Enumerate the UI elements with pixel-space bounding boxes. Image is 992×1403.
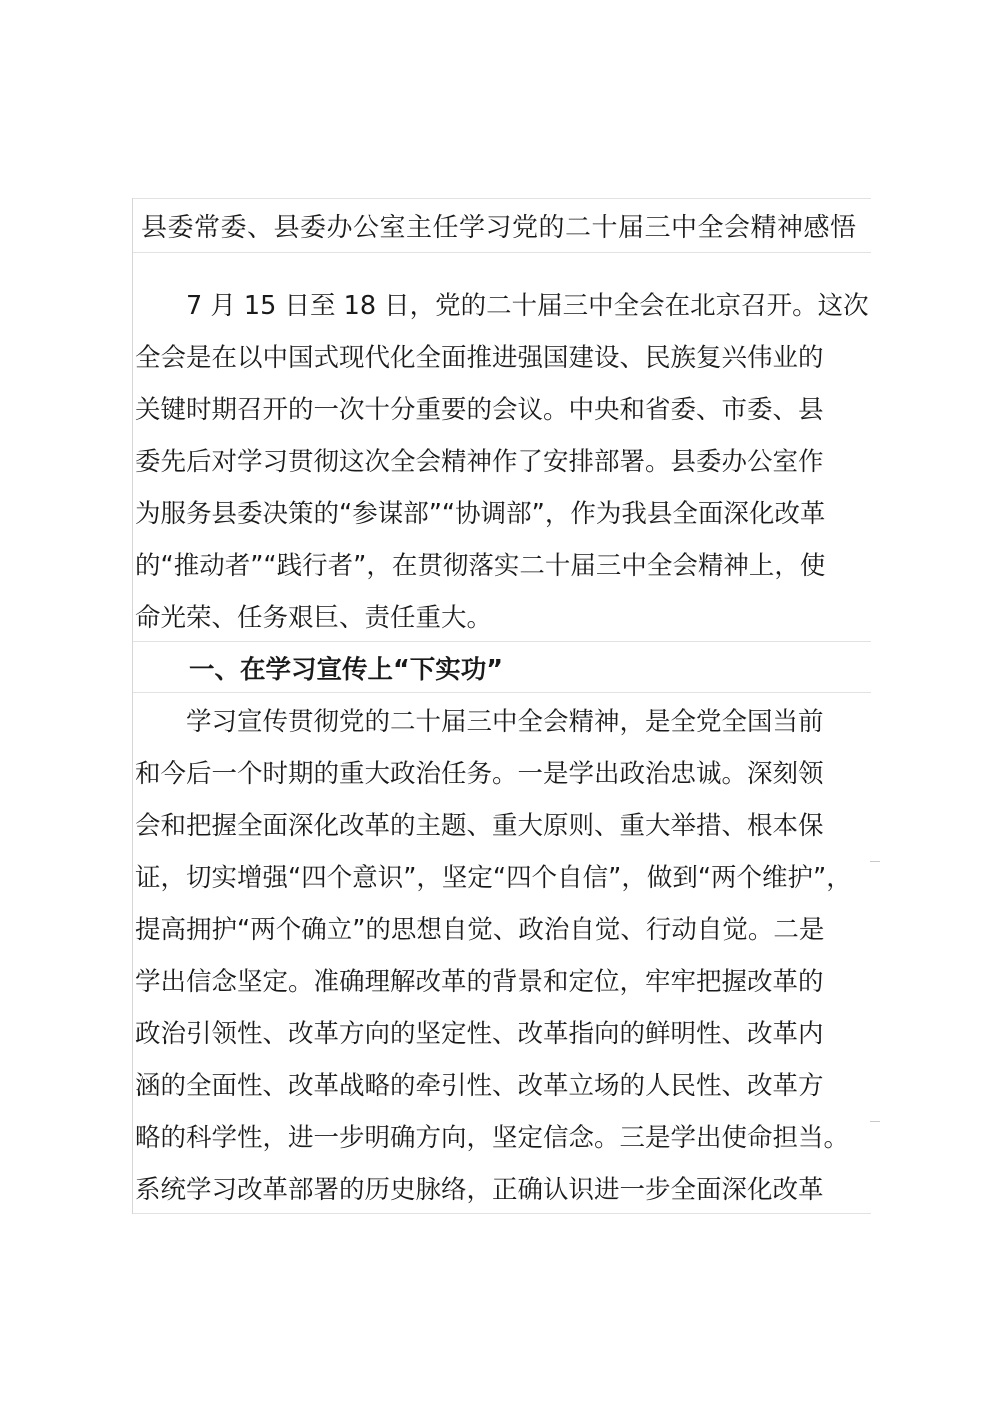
divider xyxy=(133,692,871,693)
intro-paragraph xyxy=(135,280,871,644)
text-line: 委先后对学习贯彻这次全会精神作了安排部署。县委办公室作 xyxy=(135,447,824,477)
text-line: 为服务县委决策的“参谋部”“协调部”，作为我县全面深化改革 xyxy=(135,499,826,529)
text-line: 涵的全面性、改革战略的牵引性、改革立场的人民性、改革方 xyxy=(135,1071,824,1101)
text-line: 命光荣、任务艰巨、责任重大。 xyxy=(135,603,493,633)
text-line: 全会是在以中国式现代化全面推进强国建设、民族复兴伟业的 xyxy=(135,343,824,373)
margin-tick xyxy=(870,1121,880,1122)
divider xyxy=(133,1213,871,1214)
divider xyxy=(133,198,871,199)
section-paragraph xyxy=(135,696,871,1216)
text-line: 的“推动者”“践行者”，在贯彻落实二十届三中全会精神上，使 xyxy=(135,551,826,581)
text-line: 和今后一个时期的重大政治任务。一是学出政治忠诚。深刻领 xyxy=(135,759,824,789)
text-line: 学出信念坚定。准确理解改革的背景和定位，牢牢把握改革的 xyxy=(135,967,824,997)
document-title: 县委常委、县委办公室主任学习党的二十届三中全会精神感悟 xyxy=(141,213,857,243)
text-line: 7 月 15 日至 18 日，党的二十届三中全会在北京召开。这次 xyxy=(135,291,869,321)
divider xyxy=(133,641,871,642)
text-line: 学习宣传贯彻党的二十届三中全会精神，是全党全国当前 xyxy=(135,707,824,737)
divider xyxy=(133,252,871,253)
text-line: 系统学习改革部署的历史脉络，正确认识进一步全面深化改革 xyxy=(135,1175,824,1205)
text-line: 关键时期召开的一次十分重要的会议。中央和省委、市委、县 xyxy=(135,395,824,425)
section-heading: 一、在学习宣传上“下实功” xyxy=(189,655,504,685)
text-line: 证，切实增强“四个意识”，坚定“四个自信”，做到“两个维护”， xyxy=(135,863,852,893)
margin-tick xyxy=(870,861,880,862)
text-line: 略的科学性，进一步明确方向，坚定信念。三是学出使命担当。 xyxy=(135,1123,850,1153)
document-frame xyxy=(132,198,871,1214)
text-line: 政治引领性、改革方向的坚定性、改革指向的鲜明性、改革内 xyxy=(135,1019,824,1049)
text-line: 会和把握全面深化改革的主题、重大原则、重大举措、根本保 xyxy=(135,811,824,841)
text-line: 提高拥护“两个确立”的思想自觉、政治自觉、行动自觉。二是 xyxy=(135,915,825,945)
